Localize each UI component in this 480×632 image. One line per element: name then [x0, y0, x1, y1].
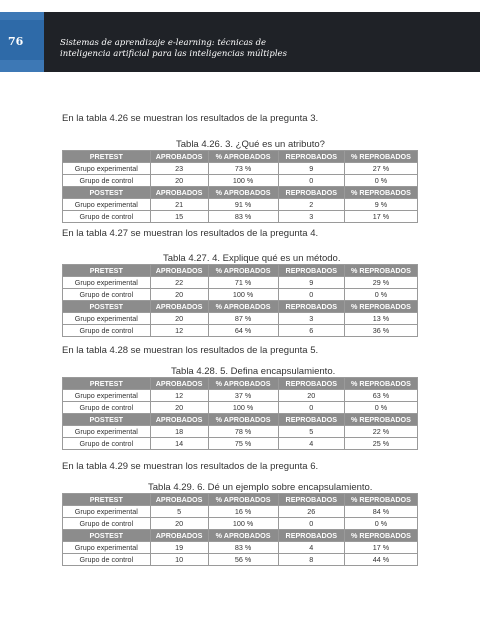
row-label: Grupo de control	[63, 402, 151, 414]
row-label: Grupo experimental	[63, 426, 151, 438]
table-header-row	[63, 530, 418, 542]
table-header-row	[63, 301, 418, 313]
col-aprobados: APROBADOS	[150, 530, 208, 542]
row-label: Grupo de control	[63, 438, 151, 450]
row-label: Grupo de control	[63, 554, 151, 566]
table-row	[63, 402, 418, 414]
col-aprobados: APROBADOS	[150, 378, 208, 390]
cell-pct-reprobados: 13 %	[344, 313, 417, 325]
col-pct-aprobados: % APROBADOS	[208, 265, 278, 277]
cell-reprobados: 4	[278, 438, 344, 450]
cell-pct-reprobados: 63 %	[344, 390, 417, 402]
cell-pct-reprobados: 44 %	[344, 554, 417, 566]
cell-reprobados: 26	[278, 506, 344, 518]
pretest-header: PRETEST	[63, 378, 151, 390]
cell-aprobados: 20	[150, 289, 208, 301]
col-pct-reprobados: % REPROBADOS	[344, 187, 417, 199]
col-aprobados: APROBADOS	[150, 301, 208, 313]
cell-reprobados: 9	[278, 163, 344, 175]
row-label: Grupo de control	[63, 211, 151, 223]
cell-aprobados: 23	[150, 163, 208, 175]
running-title	[60, 38, 400, 60]
table-header-row	[63, 378, 418, 390]
row-label: Grupo de control	[63, 518, 151, 530]
col-aprobados: APROBADOS	[150, 187, 208, 199]
cell-pct-aprobados: 75 %	[208, 438, 278, 450]
table-row	[63, 277, 418, 289]
col-pct-aprobados: % APROBADOS	[208, 414, 278, 426]
col-pct-aprobados: % APROBADOS	[208, 378, 278, 390]
cell-pct-aprobados: 91 %	[208, 199, 278, 211]
results-table	[62, 493, 418, 566]
intro-paragraph: En la tabla 4.27 se muestran los resultados de la pregunta 4.	[62, 228, 319, 239]
table-row	[63, 175, 418, 187]
col-pct-aprobados: % APROBADOS	[208, 301, 278, 313]
row-label: Grupo experimental	[63, 277, 151, 289]
cell-reprobados: 9	[278, 277, 344, 289]
cell-reprobados: 5	[278, 426, 344, 438]
col-pct-aprobados: % APROBADOS	[208, 530, 278, 542]
cell-pct-aprobados: 83 %	[208, 542, 278, 554]
cell-pct-reprobados: 0 %	[344, 518, 417, 530]
cell-aprobados: 20	[150, 313, 208, 325]
table-header-row	[63, 265, 418, 277]
cell-pct-aprobados: 87 %	[208, 313, 278, 325]
cell-pct-reprobados: 29 %	[344, 277, 417, 289]
table-header-row	[63, 151, 418, 163]
cell-pct-reprobados: 0 %	[344, 175, 417, 187]
cell-reprobados: 0	[278, 518, 344, 530]
cell-pct-reprobados: 36 %	[344, 325, 417, 337]
pretest-header: PRETEST	[63, 494, 151, 506]
table-row	[63, 289, 418, 301]
row-label: Grupo experimental	[63, 313, 151, 325]
cell-pct-aprobados: 71 %	[208, 277, 278, 289]
col-pct-aprobados: % APROBADOS	[208, 494, 278, 506]
table-header-row	[63, 187, 418, 199]
col-reprobados: REPROBADOS	[278, 151, 344, 163]
col-reprobados: REPROBADOS	[278, 378, 344, 390]
cell-aprobados: 19	[150, 542, 208, 554]
page-header	[0, 0, 480, 80]
row-label: Grupo experimental	[63, 542, 151, 554]
table-row	[63, 199, 418, 211]
cell-pct-reprobados: 17 %	[344, 542, 417, 554]
col-aprobados: APROBADOS	[150, 494, 208, 506]
table-caption: Tabla 4.29. 6. Dé un ejemplo sobre encapsulamiento.	[148, 482, 373, 493]
table-header-row	[63, 494, 418, 506]
cell-reprobados: 3	[278, 211, 344, 223]
col-reprobados: REPROBADOS	[278, 187, 344, 199]
cell-aprobados: 22	[150, 277, 208, 289]
table-row	[63, 390, 418, 402]
row-label: Grupo experimental	[63, 163, 151, 175]
cell-reprobados: 0	[278, 175, 344, 187]
col-pct-reprobados: % REPROBADOS	[344, 265, 417, 277]
cell-pct-aprobados: 83 %	[208, 211, 278, 223]
cell-pct-aprobados: 64 %	[208, 325, 278, 337]
cell-reprobados: 2	[278, 199, 344, 211]
results-table	[62, 264, 418, 337]
cell-reprobados: 6	[278, 325, 344, 337]
cell-aprobados: 15	[150, 211, 208, 223]
cell-pct-reprobados: 17 %	[344, 211, 417, 223]
cell-reprobados: 4	[278, 542, 344, 554]
table-row	[63, 163, 418, 175]
col-pct-reprobados: % REPROBADOS	[344, 530, 417, 542]
table-caption: Tabla 4.27. 4. Explique qué es un método.	[163, 253, 341, 264]
cell-aprobados: 14	[150, 438, 208, 450]
table-row	[63, 506, 418, 518]
intro-paragraph: En la tabla 4.26 se muestran los resultados de la pregunta 3.	[62, 113, 319, 124]
table-header-row	[63, 414, 418, 426]
cell-aprobados: 5	[150, 506, 208, 518]
table-row	[63, 518, 418, 530]
cell-pct-reprobados: 25 %	[344, 438, 417, 450]
col-pct-reprobados: % REPROBADOS	[344, 301, 417, 313]
table-row	[63, 438, 418, 450]
intro-paragraph: En la tabla 4.28 se muestran los resultados de la pregunta 5.	[62, 345, 319, 356]
col-aprobados: APROBADOS	[150, 265, 208, 277]
col-pct-reprobados: % REPROBADOS	[344, 378, 417, 390]
cell-aprobados: 12	[150, 325, 208, 337]
cell-pct-aprobados: 73 %	[208, 163, 278, 175]
cell-pct-aprobados: 100 %	[208, 518, 278, 530]
cell-pct-reprobados: 9 %	[344, 199, 417, 211]
cell-pct-reprobados: 27 %	[344, 163, 417, 175]
table-row	[63, 542, 418, 554]
col-pct-aprobados: % APROBADOS	[208, 151, 278, 163]
table-row	[63, 211, 418, 223]
page-number: 76	[8, 35, 24, 48]
col-pct-reprobados: % REPROBADOS	[344, 151, 417, 163]
row-label: Grupo de control	[63, 289, 151, 301]
cell-aprobados: 20	[150, 175, 208, 187]
col-reprobados: REPROBADOS	[278, 265, 344, 277]
cell-aprobados: 20	[150, 402, 208, 414]
running-title-line-1: Sistemas de aprendizaje e-learning: técnicas de	[60, 38, 267, 48]
cell-pct-reprobados: 84 %	[344, 506, 417, 518]
cell-pct-aprobados: 78 %	[208, 426, 278, 438]
posttest-header: POSTEST	[63, 301, 151, 313]
cell-pct-reprobados: 0 %	[344, 289, 417, 301]
cell-reprobados: 8	[278, 554, 344, 566]
cell-pct-aprobados: 100 %	[208, 402, 278, 414]
col-reprobados: REPROBADOS	[278, 301, 344, 313]
table-row	[63, 554, 418, 566]
cell-aprobados: 21	[150, 199, 208, 211]
cell-pct-aprobados: 100 %	[208, 175, 278, 187]
col-reprobados: REPROBADOS	[278, 530, 344, 542]
results-table	[62, 150, 418, 223]
running-title-line-2: inteligencia artificial para las inteligencias múltiples	[60, 49, 287, 59]
cell-pct-aprobados: 56 %	[208, 554, 278, 566]
pretest-header: PRETEST	[63, 151, 151, 163]
col-pct-aprobados: % APROBADOS	[208, 187, 278, 199]
table-row	[63, 426, 418, 438]
cell-aprobados: 20	[150, 518, 208, 530]
table-caption: Tabla 4.28. 5. Defina encapsulamiento.	[171, 366, 336, 377]
row-label: Grupo experimental	[63, 390, 151, 402]
pretest-header: PRETEST	[63, 265, 151, 277]
col-pct-reprobados: % REPROBADOS	[344, 414, 417, 426]
cell-aprobados: 18	[150, 426, 208, 438]
cell-reprobados: 20	[278, 390, 344, 402]
col-aprobados: APROBADOS	[150, 414, 208, 426]
posttest-header: POSTEST	[63, 187, 151, 199]
cell-pct-aprobados: 16 %	[208, 506, 278, 518]
row-label: Grupo de control	[63, 175, 151, 187]
row-label: Grupo experimental	[63, 199, 151, 211]
cell-pct-aprobados: 37 %	[208, 390, 278, 402]
cell-reprobados: 3	[278, 313, 344, 325]
cell-reprobados: 0	[278, 402, 344, 414]
intro-paragraph: En la tabla 4.29 se muestran los resultados de la pregunta 6.	[62, 461, 319, 472]
col-pct-reprobados: % REPROBADOS	[344, 494, 417, 506]
posttest-header: POSTEST	[63, 414, 151, 426]
cell-aprobados: 12	[150, 390, 208, 402]
table-row	[63, 313, 418, 325]
row-label: Grupo de control	[63, 325, 151, 337]
col-aprobados: APROBADOS	[150, 151, 208, 163]
posttest-header: POSTEST	[63, 530, 151, 542]
table-caption: Tabla 4.26. 3. ¿Qué es un atributo?	[176, 139, 325, 150]
table-row	[63, 325, 418, 337]
cell-pct-aprobados: 100 %	[208, 289, 278, 301]
col-reprobados: REPROBADOS	[278, 494, 344, 506]
cell-reprobados: 0	[278, 289, 344, 301]
col-reprobados: REPROBADOS	[278, 414, 344, 426]
cell-pct-reprobados: 22 %	[344, 426, 417, 438]
row-label: Grupo experimental	[63, 506, 151, 518]
results-table	[62, 377, 418, 450]
cell-aprobados: 10	[150, 554, 208, 566]
cell-pct-reprobados: 0 %	[344, 402, 417, 414]
